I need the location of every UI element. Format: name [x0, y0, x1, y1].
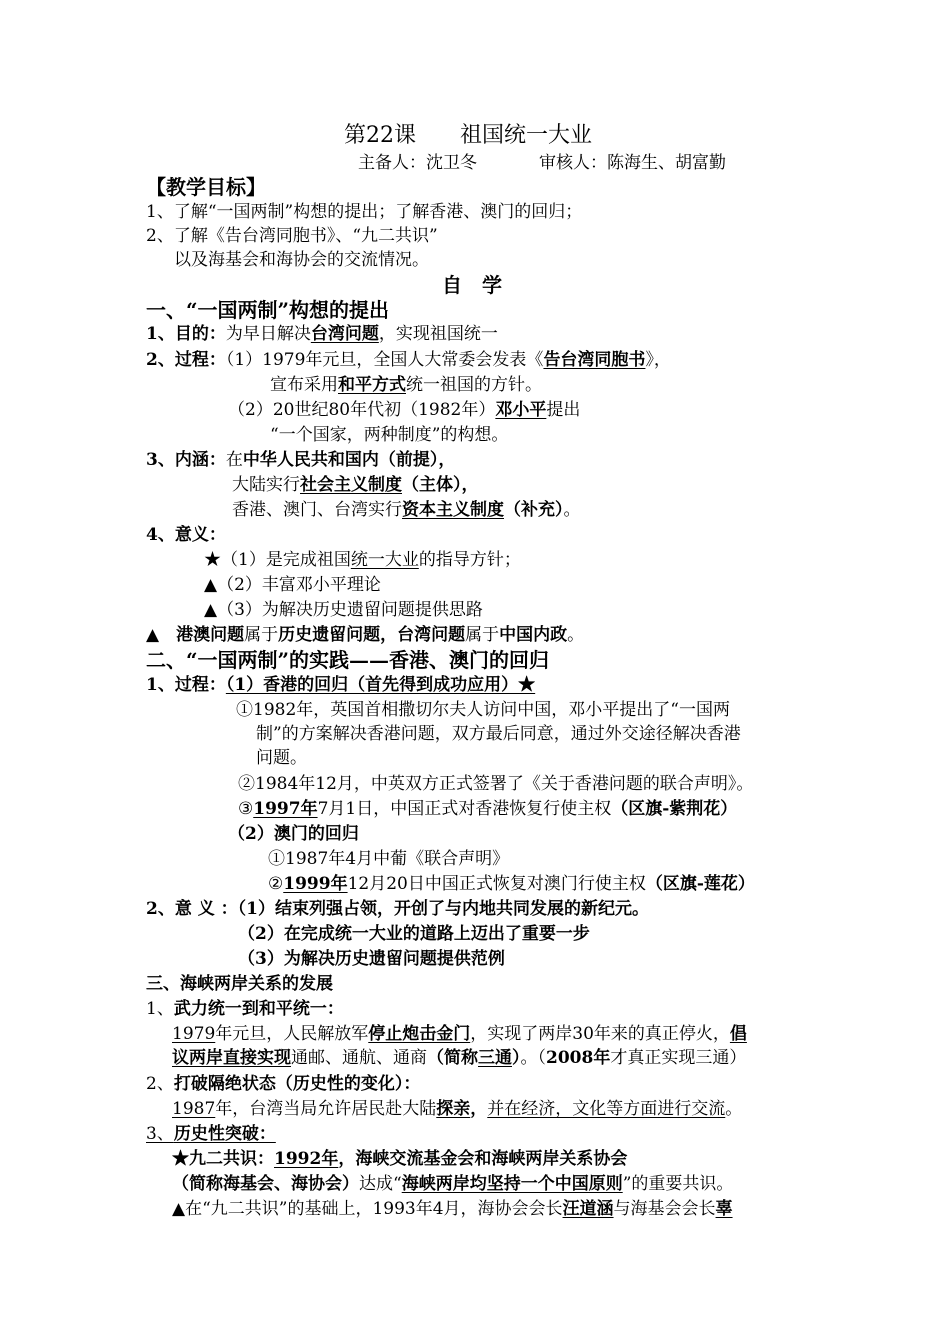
text-line: ②1999年12月20日中国正式恢复对澳门行使主权（区旗-莲花） [268, 874, 755, 894]
text-line: 大陆实行社会主义制度（主体）， [232, 475, 479, 495]
text-line: 2、过程：（1）1979年元旦，全国人大常委会发表《告台湾同胞书》， [146, 350, 671, 370]
section-heading: 一、“一国两制”构想的提出 [146, 298, 390, 322]
text-line: （2）20世纪80年代初（1982年）邓小平提出 [228, 400, 581, 420]
text-line: 香港、澳门、台湾实行资本主义制度（补充）。 [232, 500, 581, 520]
text-line: （3）为解决历史遗留问题提供范例 [238, 949, 505, 969]
lesson-number: 第22课 [344, 123, 416, 148]
text-line: ▲在“九二共识”的基础上，1993年4月，海协会会长汪道涵与海基会会长辜 [172, 1199, 733, 1219]
text-line: 1、过程：（1）香港的回归（首先得到成功应用）★ [146, 675, 536, 695]
section-heading: 二、“一国两制”的实践——香港、澳门的回归 [146, 648, 550, 672]
author-line [358, 151, 726, 175]
objective-item: 以及海基会和海协会的交流情况。 [174, 250, 429, 270]
text-line: ▲（3）为解决历史遗留问题提供思路 [204, 600, 483, 620]
section-heading: 三、海峡两岸关系的发展 [146, 974, 333, 994]
text-line: 1、武力统一到和平统一： [146, 999, 344, 1019]
text-line: 1979年元旦，人民解放军停止炮击金门，实现了两岸30年来的真正停火，倡 [172, 1024, 747, 1044]
self-study-heading: 自 学 [442, 273, 502, 297]
text-line: 制”的方案解决香港问题，双方最后同意，通过外交途径解决香港 [256, 724, 741, 744]
text-line: ▲（2）丰富邓小平理论 [204, 575, 381, 595]
text-line: 宣布采用和平方式统一祖国的方针。 [270, 375, 542, 395]
text-line: 3、内涵：在中华人民共和国内（前提）， [146, 450, 456, 470]
text-line: 1、目的：为早日解决台湾问题，实现祖国统一 [146, 324, 498, 344]
objectives-heading: 【教学目标】 [146, 175, 266, 199]
text-line: 1987年，台湾当局允许居民赴大陆探亲，并在经济，文化等方面进行交流。 [172, 1099, 743, 1119]
text-line: 4、意义： [146, 525, 226, 545]
title-text: 祖国统一大业 [460, 123, 593, 148]
text-line: 2、意 义 ：（1）结束列强占领，开创了与内地共同发展的新纪元。 [146, 899, 649, 919]
text-line: 议两岸直接实现通邮、通航、通商（简称三通）。（2008年才真正实现三通） [172, 1048, 747, 1068]
text-line: ②1984年12月，中英双方正式签署了《关于香港问题的联合声明》。 [238, 774, 754, 794]
lesson-title [344, 124, 592, 148]
text-line: 2、打破隔绝状态（历史性的变化）： [146, 1074, 421, 1094]
text-line: （2）澳门的回归 [228, 824, 359, 844]
objective-item: 1、了解“一国两制”构想的提出；了解香港、澳门的回归； [146, 202, 583, 222]
text-line: 问题。 [256, 748, 307, 768]
text-line: （简称海基会、海协会）达成“海峡两岸均坚持一个中国原则”的重要共识。 [172, 1174, 734, 1194]
text-line: “一个国家，两种制度”的构想。 [270, 425, 509, 445]
preparer: 主备人：沈卫冬 [358, 153, 477, 173]
objective-item: 2、了解《告台湾同胞书》、“九二共识” [146, 226, 438, 246]
reviewer: 审核人：陈海生、胡富勤 [539, 153, 726, 173]
text-line: 3、历史性突破： [146, 1124, 276, 1144]
text-line: （2）在完成统一大业的道路上迈出了重要一步 [238, 924, 590, 944]
text-line: ①1987年4月中葡《联合声明》 [268, 849, 510, 869]
text-line: ★（1）是完成祖国统一大业的指导方针； [204, 550, 521, 570]
text-line: ★九二共识：1992年，海峡交流基金会和海峡两岸关系协会 [172, 1149, 628, 1169]
text-line: ③1997年7月1日，中国正式对香港恢复行使主权（区旗-紫荆花） [238, 799, 738, 819]
text-line: ▲ 港澳问题属于历史遗留问题，台湾问题属于中国内政。 [146, 625, 585, 645]
text-line: ①1982年，英国首相撒切尔夫人访问中国，邓小平提出了“一国两 [236, 700, 730, 720]
